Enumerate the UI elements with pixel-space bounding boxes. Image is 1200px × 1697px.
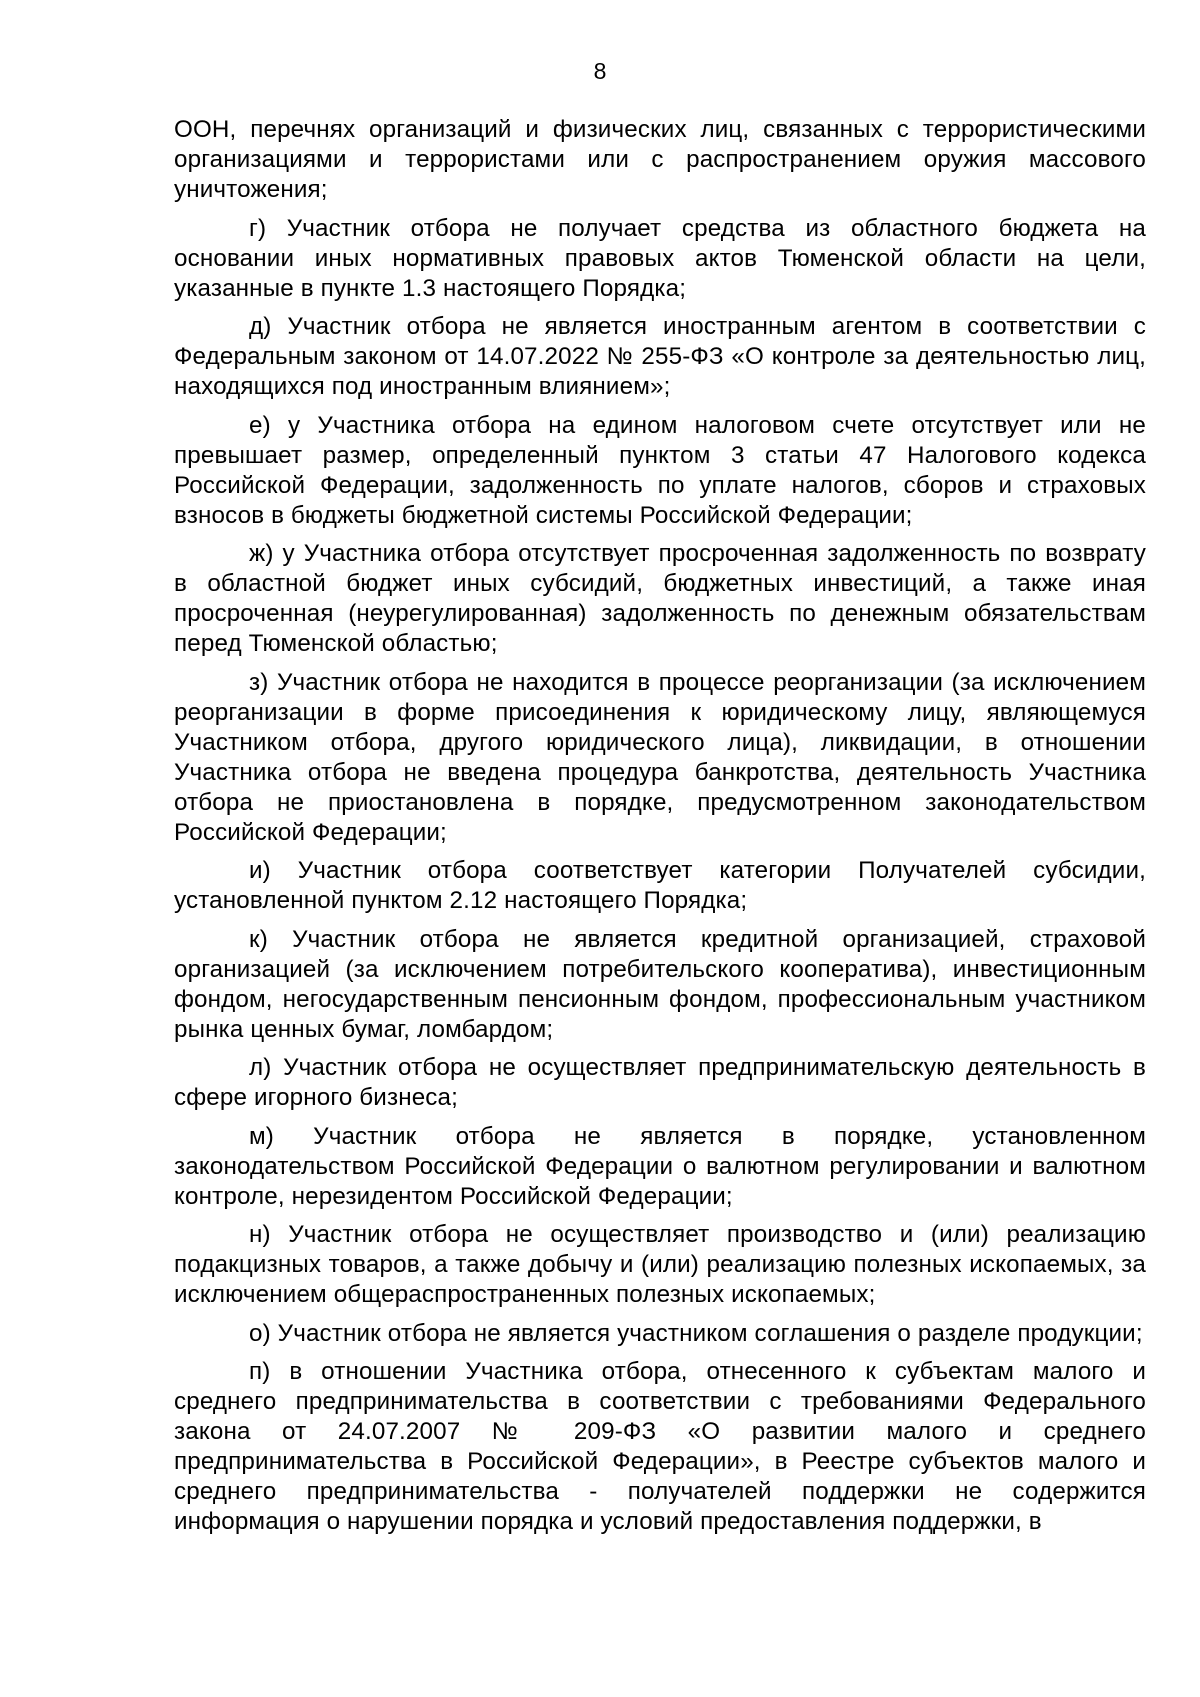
paragraph-item-p: п) в отношении Участника отбора, отнесенного к субъектам малого и среднего предпринимательства в соответствии с требованиями Федерального закона от 24.07.2007 № 209-ФЗ «О развитии малого и среднего предпринимательства в Российской Федерации», в Реестре субъектов малого и среднего предпринимательства - получателей поддержки не содержится информация о нарушении порядка и условий предоставления поддержки, в bbox=[174, 1358, 1146, 1535]
paragraph-item-zh: ж) у Участника отбора отсутствует просроченная задолженность по возврату в областной бюджет иных субсидий, бюджетных инвестиций, а также иная просроченная (неурегулированная) задолженность по денежным обязательствам перед Тюменской областью; bbox=[174, 540, 1146, 657]
paragraph-item-z: з) Участник отбора не находится в процессе реорганизации (за исключением реорганизации в форме присоединения к юридическому лицу, являющемуся Участником отбора, другого юридического лица), ликвидации, в отношении Участника отбора не введена процедура банкротства, деятельность Участника отбора не приостановлена в порядке, предусмотренном законодательством Российской Федерации; bbox=[174, 668, 1146, 846]
page-number: 8 bbox=[593, 58, 607, 84]
paragraph-item-e: е) у Участника отбора на едином налоговом счете отсутствует или не превышает размер, определенный пунктом 3 статьи 47 Налогового кодекса Российской Федерации, задолженность по уплате налогов, сборов и страховых взносов в бюджеты бюджетной системы Российской Федерации; bbox=[174, 411, 1146, 529]
paragraph-item-d: д) Участник отбора не является иностранным агентом в соответствии с Федеральным законом от 14.07.2022 № 255-ФЗ «О контроле за деятельностью лиц, находящихся под иностранным влиянием»; bbox=[174, 313, 1146, 400]
paragraph-item-k: к) Участник отбора не является кредитной организацией, страховой организацией (за исключением потребительского кооператива), инвестиционным фондом, негосударственным пенсионным фондом, профессиональным участником рынка ценных бумаг, ломбардом; bbox=[174, 925, 1146, 1043]
paragraph-item-n: н) Участник отбора не осуществляет производство и (или) реализацию подакцизных товаров, а также добычу и (или) реализацию полезных ископаемых, за исключением общераспространенных полезных ископаемых; bbox=[174, 1221, 1146, 1308]
paragraph-item-g: г) Участник отбора не получает средства из областного бюджета на основании иных нормативных правовых актов Тюменской области на цели, указанные в пункте 1.3 настоящего Порядка; bbox=[174, 214, 1146, 302]
paragraph-item-o: о) Участник отбора не является участником соглашения о разделе продукции; bbox=[249, 1319, 1143, 1347]
paragraph-item-m: м) Участник отбора не является в порядке, установленном законодательством Российской Федерации о валютном регулировании и валютном контроле, нерезидентом Российской Федерации; bbox=[174, 1122, 1146, 1210]
document-body bbox=[174, 115, 1146, 1546]
paragraph-item-i: и) Участник отбора соответствует категории Получателей субсидии, установленной пунктом 2.12 настоящего Порядка; bbox=[174, 857, 1146, 914]
paragraph-continuation: ООН, перечнях организаций и физических лиц, связанных с террористическими организациями и террористами или с распространением оружия массового уничтожения; bbox=[174, 116, 1146, 203]
paragraph-item-l: л) Участник отбора не осуществляет предпринимательскую деятельность в сфере игорного бизнеса; bbox=[174, 1054, 1146, 1111]
